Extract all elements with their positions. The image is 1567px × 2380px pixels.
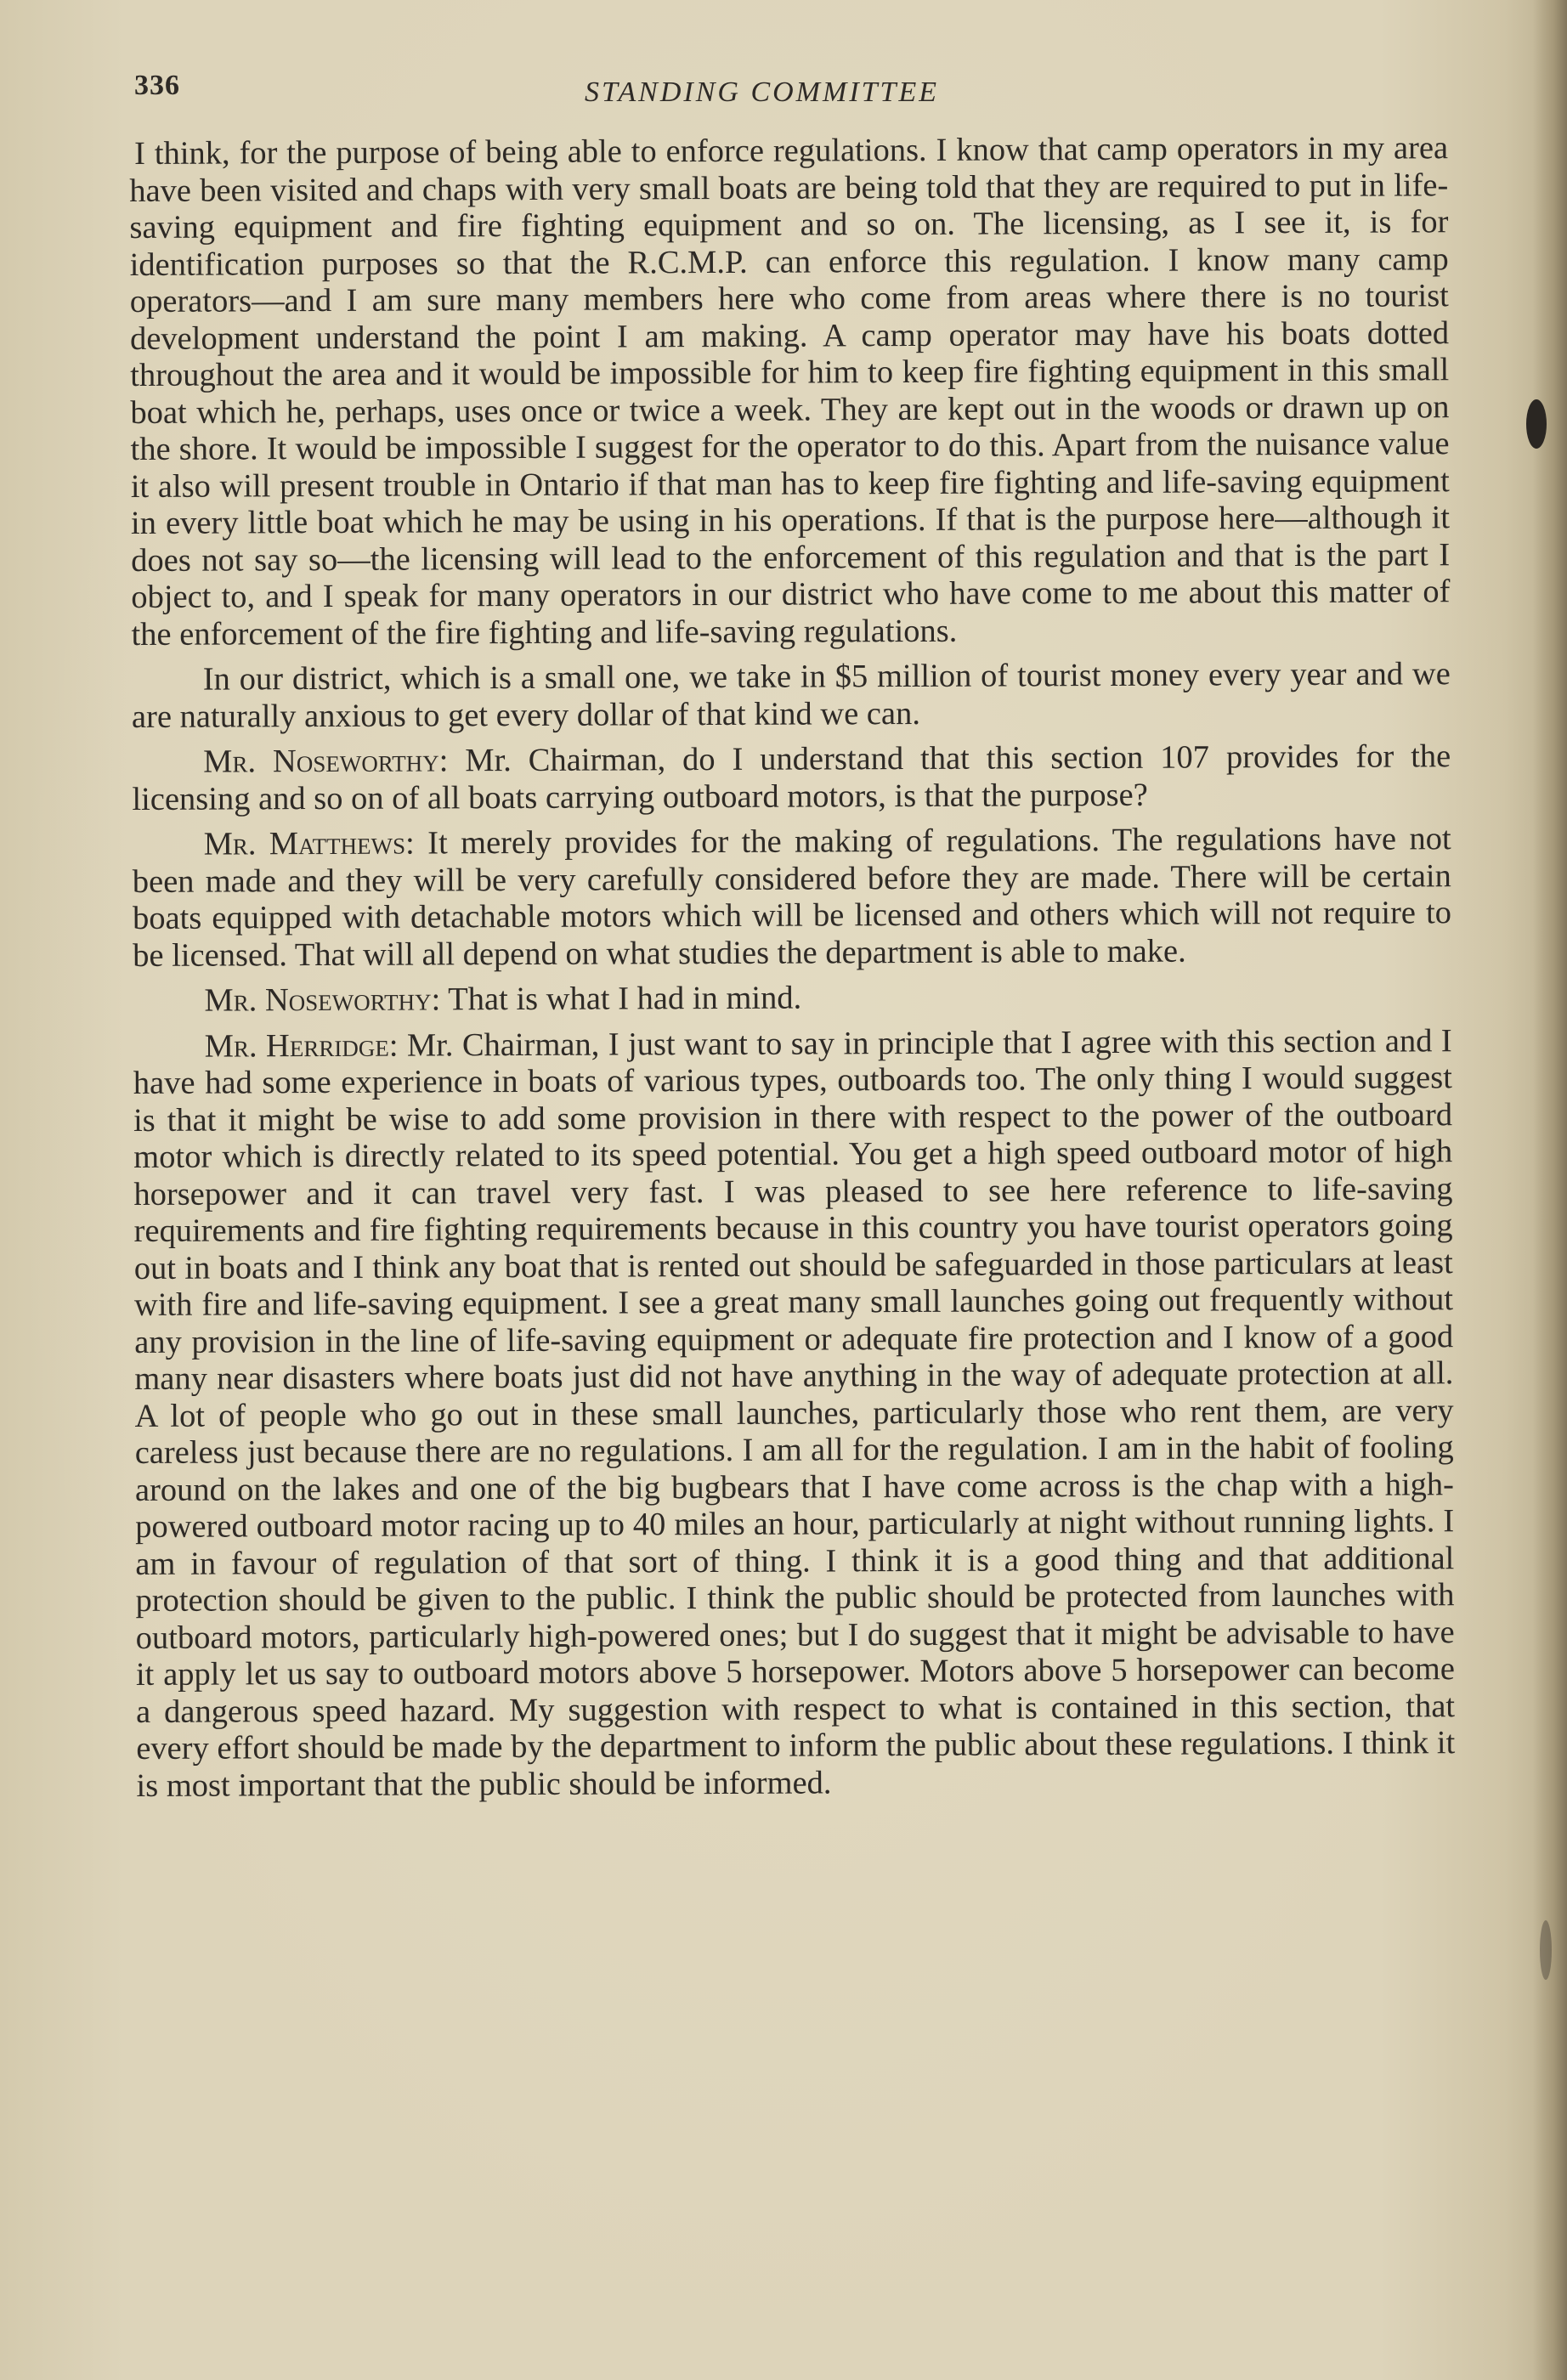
book-spine-shadow: [1533, 0, 1567, 2380]
paragraph: [132, 656, 1451, 736]
speaker-name: Mr. Matthews:: [203, 825, 415, 862]
transcript-body: [129, 130, 1456, 1813]
speaker-name: Mr. Herridge:: [204, 1027, 399, 1065]
paragraph-text: Mr. Chairman, I just want to say in principle that I agree with this section and I have had some experience in boats of various types, outboards too. The only thing I would suggest is that it might be wise to add some provision in there with respect to the power of the outboard motor which is directly related to its speed potential. You get a high speed outboard motor of high horsepower and it can travel very fast. I was pleased to see here reference to life-saving requirements and fire fighting requirements because in this country you have tourist operators going out in boats and I think any boat that is rented out should be safeguarded in those particulars at least with fire and life-saving equipment. I see a great many small launches going out frequently without any provision in the line of life-saving equipment or adequate fire protection and I know of a good many near disasters where boats just did not have anything in the way of adequate protection at all. A lot of people who go out in these small launches, particularly those who rent them, are very careless just because there are no regulations. I am all for the regulation. I am in the habit of fooling around on the lakes and one of the big bugbears that I have come across is the chap with a high-powered outboard motor racing up to 40 miles an hour, particularly at night without running lights. I am in favour of regulation of that sort of thing. I think it is a good thing and that additional protection should be given to the public. I think the public should be protected from launches with outboard motors, particularly high-powered ones; but I do suggest that it might be advisable to have it apply let us say to outboard motors above 5 horsepower. Motors above 5 horsepower can become a dangerous speed hazard. My suggestion with respect to what is contained in this section, that every effort should be made by the department to inform the public about these regulations. I think it is most important that the public should be informed.: [133, 1022, 1456, 1804]
paragraph-text: I think, for the purpose of being able to enforce regulations. I know that camp operators in my area have been visited and chaps with very small boats are being told that they are required to put in life-saving equipment and fire fighting equipment and so on. The licensing, as I see it, is for identification purposes so that the R.C.M.P. can enforce this regulation. I know many camp operators—and I am sure many members here who come from areas where there is no tourist development understand the point I am making. A camp operator may have his boats dotted throughout the area and it would be impossible for him to keep fire fighting equipment in this small boat which he, perhaps, uses once or twice a week. They are kept out in the woods or drawn up on the shore. It would be impossible I suggest for the operator to do this. Apart from the nuisance value it also will present trouble in Ontario if that man has to keep fire fighting and life-saving equipment in every little boat which he may be using in his operations. If that is the purpose here—although it does not say so—the licensing will lead to the enforcement of this regulation and that is the part I object to, and I speak for many operators in our district who have come to me about this matter of the enforcement of the fire fighting and life-saving regulations.: [129, 130, 1451, 653]
speaker-name: Mr. Noseworthy:: [203, 743, 449, 780]
paragraph: [129, 130, 1451, 653]
paragraph: [133, 821, 1452, 975]
speaker-name: Mr. Noseworthy:: [204, 981, 441, 1019]
paragraph-text: It merely provides for the making of regulations. The regulations have not been made and they will be very carefully considered before they are made. There will be certain boats equipped with detachable motors which will be licensed and others which will not require to be licensed. That will all depend on what studies the department is able to make.: [132, 821, 1452, 974]
page-edge-mark: [1540, 1920, 1552, 1980]
paragraph: [132, 738, 1451, 818]
page-number: 336: [134, 70, 180, 101]
page-header: [134, 70, 1451, 121]
paragraph-text: That is what I had in mind.: [448, 980, 802, 1018]
paragraph: [133, 977, 1451, 1020]
paragraph: [133, 1023, 1456, 1805]
ink-blot-mark: [1526, 399, 1547, 449]
paragraph-text: In our district, which is a small one, we take in $5 million of tourist money every year and we are naturally anxious to get every dollar of that kind we can.: [131, 656, 1451, 735]
running-title: STANDING COMMITTEE: [585, 76, 939, 108]
paragraph-text: Mr. Chairman, do I understand that this section 107 provides for the licensing and so on of all boats carrying outboard motors, is that the purpose?: [132, 738, 1451, 817]
